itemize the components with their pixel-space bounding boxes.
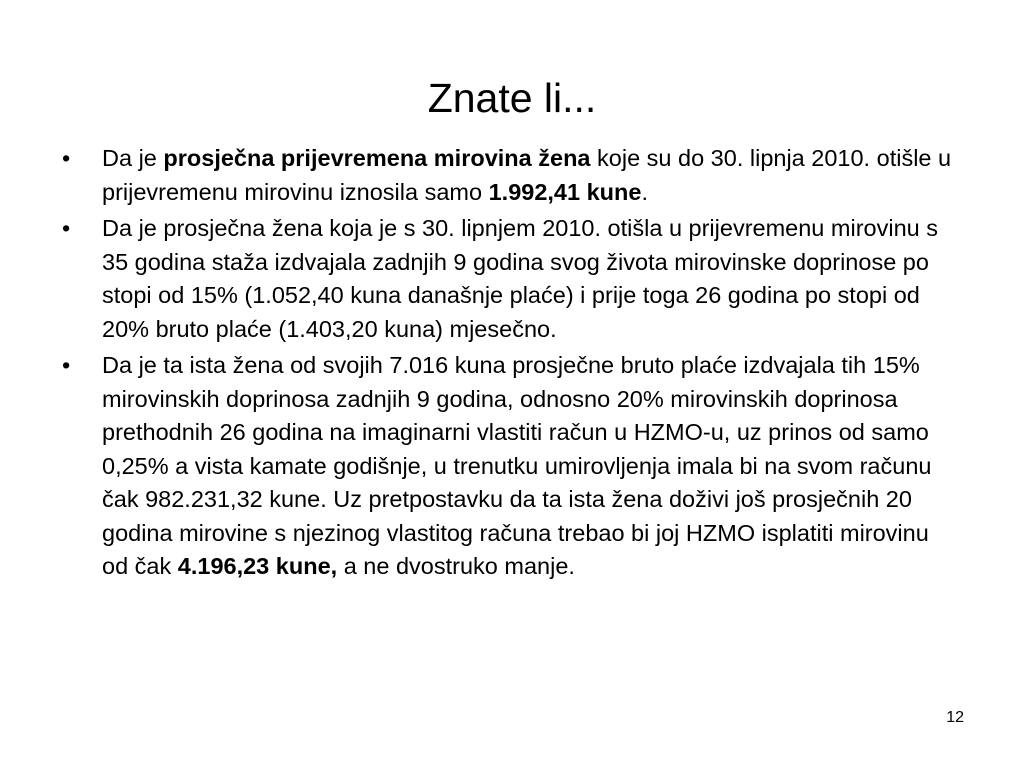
bullet-item-3: [0, 349, 1024, 584]
bullet-text: Da je ta ista žena od svojih 7.016 kuna prosječne bruto plaće izdvajala tih 15% mirovinskih doprinosa zadnjih 9 godina, odnosno 20% mirovinskih doprinosa prethodnih 26 godina na imaginarni vlastiti račun u HZMO-u, uz prinos od samo 0,25% a vista kamate godišnje, u trenutku umirovljenja imala bi na svom računu čak 982.231,32 kune. Uz pretpostavku da ta ista žena doživi još prosječnih 20 godina mirovine s njezinog vlastitog računa trebao bi joj HZMO isplatiti mirovinu od čak: [102, 352, 932, 579]
bullet-item-2: [0, 212, 1024, 346]
slide-number: 12: [946, 709, 964, 726]
bullet-icon: •: [62, 352, 71, 378]
bullet-icon: •: [62, 215, 71, 241]
bullet-list: [0, 142, 1024, 587]
slide-title: Znate li...: [427, 75, 597, 121]
bullet-text: Da je prosječna žena koja je s 30. lipnjem 2010. otišla u prijevremenu mirovinu s 35 godina staža izdvajala zadnjih 9 godina svog života mirovinske doprinose po stopi od 15% (1.052,40 kuna današnje plaće) i prije toga 26 godina po stopi od 20% bruto plaće (1.403,20 kuna) mjesečno.: [102, 215, 938, 342]
bullet-item-1: [0, 142, 1024, 209]
bullet-text: Da je: [102, 145, 164, 171]
bullet-icon: •: [62, 145, 71, 171]
bullet-bold-text: 4.196,23 kune,: [177, 553, 338, 579]
bullet-bold-text: prosječna prijevremena mirovina žena: [163, 145, 591, 171]
bullet-text: .: [641, 178, 648, 205]
bullet-bold-text: 1.992,41 kune: [488, 178, 642, 205]
bullet-text: a ne dvostruko manje.: [337, 553, 575, 579]
bullet-text: koje su do 30. lipnja 2010. otišle u prijevremenu mirovinu iznosila samo: [102, 145, 952, 205]
